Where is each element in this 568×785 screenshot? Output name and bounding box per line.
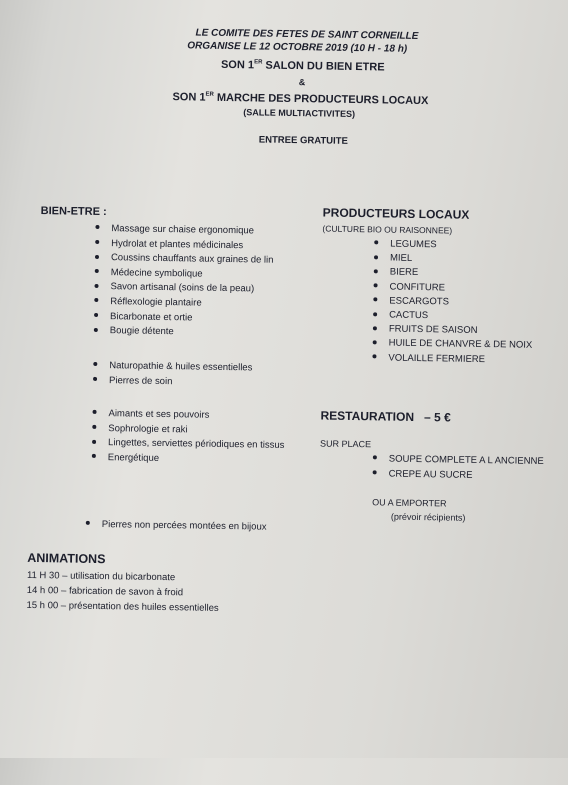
item-text: LEGUMES <box>390 238 437 251</box>
item-text: Médecine symbolique <box>110 266 203 280</box>
entree-gratuite: ENTREE GRATUITE <box>258 134 348 147</box>
bullet-icon <box>93 410 97 414</box>
marche-title: MARCHE DES PRODUCTEURS LOCAUX <box>213 91 429 108</box>
restauration-label: RESTAURATION <box>320 408 415 424</box>
item-text: MIEL <box>389 252 413 265</box>
item-text: Savon artisanal (soins de la peau) <box>110 281 255 295</box>
item-text: Energétique <box>107 451 160 464</box>
header-salon <box>221 59 385 74</box>
sur-place: SUR PLACE <box>320 438 372 450</box>
bullet-icon <box>95 255 99 259</box>
bullet-icon <box>92 425 96 429</box>
item-text: Hydrolat et plantes médicinales <box>111 237 244 251</box>
bullet-icon <box>373 471 377 475</box>
bien-etre-list-2 <box>93 359 253 391</box>
item-text: Aimants et ses pouvoirs <box>108 408 210 421</box>
item-text: Pierres non percées montées en bijoux <box>101 519 267 533</box>
item-text: ESCARGOTS <box>389 295 450 308</box>
marche-superscript: ER <box>205 91 214 98</box>
item-text: SOUPE COMPLETE A L ANCIENNE <box>388 453 544 467</box>
item-text: BIERE <box>389 266 419 279</box>
marche-prefix: SON 1 <box>172 91 206 104</box>
bullet-icon <box>373 298 377 302</box>
bullet-icon <box>373 326 377 330</box>
item-text: VOLAILLE FERMIERE <box>388 352 486 365</box>
bullet-icon <box>95 284 99 288</box>
bullet-icon <box>374 241 378 245</box>
salon-title: SALON DU BIEN ETRE <box>262 59 385 74</box>
bullet-icon <box>374 255 378 259</box>
list-item <box>94 324 273 341</box>
bullet-icon <box>95 225 99 229</box>
header-marche <box>172 91 428 107</box>
bullet-icon <box>95 269 99 273</box>
list-item <box>372 466 543 484</box>
producteurs-title: PRODUCTEURS LOCAUX <box>322 205 470 222</box>
restauration-title <box>320 408 450 424</box>
bullet-icon <box>373 456 377 460</box>
salon-prefix: SON 1 <box>220 58 255 72</box>
bullet-icon <box>374 283 378 287</box>
item-text: Coussins chauffants aux graines de lin <box>110 252 274 266</box>
bien-etre-list-3 <box>92 407 285 468</box>
animation-item: 15 h 00 – présentation des huiles essentielles <box>26 599 219 614</box>
bien-etre-list-4 <box>86 518 267 535</box>
bullet-icon <box>92 454 96 458</box>
bullet-icon <box>373 340 377 344</box>
animation-item: 14 h 00 – fabrication de savon à froid <box>26 584 184 599</box>
list-item <box>93 374 252 391</box>
emporter: OU A EMPORTER <box>372 497 447 509</box>
animation-item: 11 H 30 – utilisation du bicarbonate <box>26 569 176 584</box>
item-text: Lingettes, serviettes périodiques en tissus <box>107 437 285 452</box>
item-text: HUILE DE CHANVRE & DE NOIX <box>388 337 533 352</box>
prevoir-recipients: (prévoir récipients) <box>390 511 466 523</box>
animations-title: ANIMATIONS <box>27 550 106 567</box>
bullet-icon <box>86 521 90 525</box>
item-text: Sophrologie et raki <box>108 422 188 435</box>
item-text: CACTUS <box>389 309 429 322</box>
bullet-icon <box>92 440 96 444</box>
list-item <box>86 518 267 535</box>
bullet-icon <box>373 312 377 316</box>
bullet-icon <box>94 313 98 317</box>
item-text: CONFITURE <box>389 281 446 294</box>
restauration-list <box>372 451 543 484</box>
bullet-icon <box>95 240 99 244</box>
bullet-icon <box>93 362 97 366</box>
restauration-price: – 5 € <box>423 410 451 425</box>
item-text: Naturopathie & huiles essentielles <box>109 360 253 374</box>
bullet-icon <box>94 298 98 302</box>
bien-etre-title: BIEN-ETRE : <box>40 205 107 219</box>
header-line-2: ORGANISE LE 12 OCTOBRE 2019 (10 H - 18 h) <box>187 40 408 55</box>
item-text: FRUITS DE SAISON <box>388 323 478 337</box>
list-item <box>92 451 285 469</box>
bullet-icon <box>94 328 98 332</box>
bien-etre-list-1 <box>94 222 274 342</box>
bullet-icon <box>372 354 376 358</box>
bullet-icon <box>374 269 378 273</box>
header-line-1: LE COMITE DES FETES DE SAINT CORNEILLE <box>195 27 419 42</box>
item-text: Massage sur chaise ergonomique <box>111 223 255 237</box>
producteurs-subtitle: (CULTURE BIO OU RAISONNEE) <box>322 223 453 236</box>
item-text: CREPE AU SUCRE <box>388 468 473 481</box>
item-text: Bougie détente <box>109 325 174 338</box>
item-text: Réflexologie plantaire <box>110 296 202 309</box>
item-text: Bicarbonate et ortie <box>109 310 193 324</box>
header-ampersand: & <box>298 77 306 88</box>
salon-superscript: ER <box>254 59 263 66</box>
item-text: Pierres de soin <box>108 374 173 387</box>
bullet-icon <box>93 377 97 381</box>
producteurs-list <box>372 237 534 367</box>
list-item <box>372 351 532 368</box>
header-salle: (SALLE MULTIACTIVITES) <box>243 107 356 119</box>
